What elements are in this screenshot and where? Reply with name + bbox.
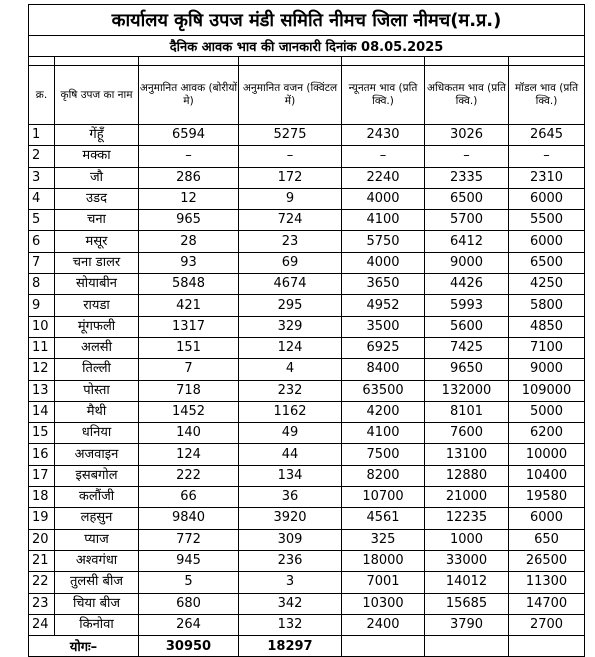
row-serial: 20 [29,529,55,550]
arrival-bags: 12 [139,188,239,209]
table-row [29,274,585,295]
table-row [29,188,585,209]
crop-name: रायडा [55,295,139,316]
weight-quintal: 9 [239,188,342,209]
row-serial: 8 [29,274,55,295]
min-price: 4952 [342,295,425,316]
weight-quintal: 4 [239,359,342,380]
modal-price: 6000 [509,188,585,209]
table-row [29,210,585,231]
table-row [29,295,585,316]
weight-quintal: 3 [239,572,342,593]
arrival-bags: 28 [139,231,239,252]
arrival-bags: – [139,146,239,167]
weight-quintal: 295 [239,295,342,316]
table-row [29,487,585,508]
min-price: 325 [342,529,425,550]
min-price: 4000 [342,188,425,209]
min-price: 3650 [342,274,425,295]
max-price: 1000 [425,529,509,550]
empty-cell [509,636,585,657]
column-header-min-price: न्यूनतम भाव (प्रति क्वि.) [342,66,425,125]
min-price: 18000 [342,550,425,571]
weight-quintal: 3920 [239,508,342,529]
row-serial: 6 [29,231,55,252]
table-row [29,423,585,444]
total-label: योगः– [29,636,139,657]
crop-name: धनिया [55,423,139,444]
min-price: 2400 [342,614,425,635]
min-price: 10300 [342,593,425,614]
crop-name: उडद [55,188,139,209]
weight-quintal: 23 [239,231,342,252]
min-price: 4000 [342,252,425,273]
max-price: 9650 [425,359,509,380]
max-price: 9000 [425,252,509,273]
table-row [29,444,585,465]
crop-name: प्याज [55,529,139,550]
arrival-bags: 93 [139,252,239,273]
table-row [29,125,585,146]
table-row [29,167,585,188]
table-row [29,316,585,337]
arrival-bags: 680 [139,593,239,614]
empty-cell [342,636,425,657]
modal-price: – [509,146,585,167]
crop-name: किनोवा [55,614,139,635]
row-serial: 11 [29,337,55,358]
crop-name: अश्वगंधा [55,550,139,571]
modal-price: 5000 [509,401,585,422]
row-serial: 5 [29,210,55,231]
arrival-bags: 718 [139,380,239,401]
max-price: 6500 [425,188,509,209]
row-serial: 4 [29,188,55,209]
min-price: – [342,146,425,167]
row-serial: 12 [29,359,55,380]
weight-quintal: 1162 [239,401,342,422]
max-price: 8101 [425,401,509,422]
weight-quintal: 236 [239,550,342,571]
arrival-bags: 5 [139,572,239,593]
min-price: 3500 [342,316,425,337]
row-serial: 9 [29,295,55,316]
crop-name: मूंगफली [55,316,139,337]
table-row [29,401,585,422]
row-serial: 7 [29,252,55,273]
max-price: 12235 [425,508,509,529]
table-row [29,252,585,273]
modal-price: 6000 [509,508,585,529]
weight-quintal: 5275 [239,125,342,146]
arrival-bags: 5848 [139,274,239,295]
crop-name: अलसी [55,337,139,358]
modal-price: 9000 [509,359,585,380]
report-subtitle: दैनिक आवक भाव की जानकारी दिनांक 08.05.2025 [29,36,585,57]
arrival-bags: 124 [139,444,239,465]
table-row [29,337,585,358]
modal-price: 19580 [509,487,585,508]
page-title: कार्यालय कृषि उपज मंडी समिति नीमच जिला नीमच(म.प्र.) [29,5,585,36]
min-price: 2240 [342,167,425,188]
max-price: 21000 [425,487,509,508]
weight-quintal: 329 [239,316,342,337]
modal-price: 6500 [509,252,585,273]
crop-name: चना डालर [55,252,139,273]
crop-name: तिल्ली [55,359,139,380]
row-serial: 24 [29,614,55,635]
arrival-bags: 1452 [139,401,239,422]
table-row [29,614,585,635]
min-price: 4100 [342,423,425,444]
max-price: 33000 [425,550,509,571]
modal-price: 26500 [509,550,585,571]
min-price: 4100 [342,210,425,231]
weight-quintal: 36 [239,487,342,508]
total-arrival: 30950 [139,636,239,657]
modal-price: 650 [509,529,585,550]
modal-price: 10000 [509,444,585,465]
table-row [29,359,585,380]
min-price: 7500 [342,444,425,465]
row-serial: 2 [29,146,55,167]
max-price: 15685 [425,593,509,614]
modal-price: 2700 [509,614,585,635]
row-serial: 1 [29,125,55,146]
arrival-bags: 945 [139,550,239,571]
empty-cell [425,636,509,657]
column-header-crop: कृषि उपज का नाम [55,66,139,125]
modal-price: 6200 [509,423,585,444]
row-serial: 3 [29,167,55,188]
table-row [29,380,585,401]
crop-name: चिया बीज [55,593,139,614]
crop-name: जौ [55,167,139,188]
crop-name: इसबगोल [55,465,139,486]
table-row [29,146,585,167]
row-serial: 16 [29,444,55,465]
weight-quintal: 724 [239,210,342,231]
arrival-bags: 66 [139,487,239,508]
crop-name: तुलसी बीज [55,572,139,593]
total-row [29,636,585,657]
max-price: 13100 [425,444,509,465]
modal-price: 2645 [509,125,585,146]
arrival-bags: 7 [139,359,239,380]
modal-price: 7100 [509,337,585,358]
arrival-bags: 421 [139,295,239,316]
crop-name: सोयाबीन [55,274,139,295]
arrival-bags: 6594 [139,125,239,146]
row-serial: 23 [29,593,55,614]
min-price: 4200 [342,401,425,422]
weight-quintal: 309 [239,529,342,550]
column-header-sn: क्र. [29,66,55,125]
arrival-bags: 140 [139,423,239,444]
max-price: 5600 [425,316,509,337]
row-serial: 10 [29,316,55,337]
crop-name: कलौंजी [55,487,139,508]
crop-name: गेंहूँ [55,125,139,146]
modal-price: 14700 [509,593,585,614]
arrival-bags: 264 [139,614,239,635]
max-price: 132000 [425,380,509,401]
modal-price: 4250 [509,274,585,295]
table-row [29,593,585,614]
max-price: 3790 [425,614,509,635]
row-serial: 19 [29,508,55,529]
modal-price: 11300 [509,572,585,593]
arrival-bags: 222 [139,465,239,486]
row-serial: 15 [29,423,55,444]
modal-price: 2310 [509,167,585,188]
weight-quintal: 342 [239,593,342,614]
max-price: 3026 [425,125,509,146]
spacer-row [29,57,585,66]
max-price: 12880 [425,465,509,486]
arrival-bags: 965 [139,210,239,231]
column-header-row [29,66,585,125]
column-header-modal-price: मॉडल भाव (प्रति क्वि.) [509,66,585,125]
min-price: 2430 [342,125,425,146]
max-price: 7425 [425,337,509,358]
max-price: 6412 [425,231,509,252]
table-row [29,465,585,486]
modal-price: 5500 [509,210,585,231]
max-price: 5993 [425,295,509,316]
row-serial: 21 [29,550,55,571]
weight-quintal: 44 [239,444,342,465]
row-serial: 17 [29,465,55,486]
weight-quintal: 124 [239,337,342,358]
min-price: 8400 [342,359,425,380]
weight-quintal: – [239,146,342,167]
arrival-bags: 1317 [139,316,239,337]
column-header-weight: अनुमानित वजन (क्विंटल में) [239,66,342,125]
max-price: 4426 [425,274,509,295]
min-price: 5750 [342,231,425,252]
weight-quintal: 4674 [239,274,342,295]
max-price: 2335 [425,167,509,188]
min-price: 63500 [342,380,425,401]
column-header-arrival: अनुमानित आवक (बोरीयों मे) [139,66,239,125]
crop-name: मक्का [55,146,139,167]
max-price: 14012 [425,572,509,593]
column-header-max-price: अधिकतम भाव (प्रति क्वि.) [425,66,509,125]
row-serial: 14 [29,401,55,422]
row-serial: 18 [29,487,55,508]
table-row [29,508,585,529]
mandi-rate-sheet [28,4,584,657]
crop-name: मैथी [55,401,139,422]
modal-price: 6000 [509,231,585,252]
crop-name: चना [55,210,139,231]
crop-name: लहसुन [55,508,139,529]
max-price: 7600 [425,423,509,444]
weight-quintal: 69 [239,252,342,273]
min-price: 6925 [342,337,425,358]
table-row [29,572,585,593]
row-serial: 13 [29,380,55,401]
weight-quintal: 134 [239,465,342,486]
crop-name: अजवाइन [55,444,139,465]
weight-quintal: 232 [239,380,342,401]
modal-price: 5800 [509,295,585,316]
row-serial: 22 [29,572,55,593]
modal-price: 10400 [509,465,585,486]
arrival-bags: 772 [139,529,239,550]
min-price: 8200 [342,465,425,486]
min-price: 10700 [342,487,425,508]
max-price: – [425,146,509,167]
weight-quintal: 172 [239,167,342,188]
arrival-bags: 9840 [139,508,239,529]
min-price: 7001 [342,572,425,593]
crop-name: पोस्ता [55,380,139,401]
table-row [29,550,585,571]
crop-name: मसूर [55,231,139,252]
rate-table [28,4,585,657]
arrival-bags: 151 [139,337,239,358]
weight-quintal: 132 [239,614,342,635]
weight-quintal: 49 [239,423,342,444]
table-row [29,529,585,550]
arrival-bags: 286 [139,167,239,188]
modal-price: 109000 [509,380,585,401]
total-weight: 18297 [239,636,342,657]
max-price: 5700 [425,210,509,231]
modal-price: 4850 [509,316,585,337]
min-price: 4561 [342,508,425,529]
table-row [29,231,585,252]
